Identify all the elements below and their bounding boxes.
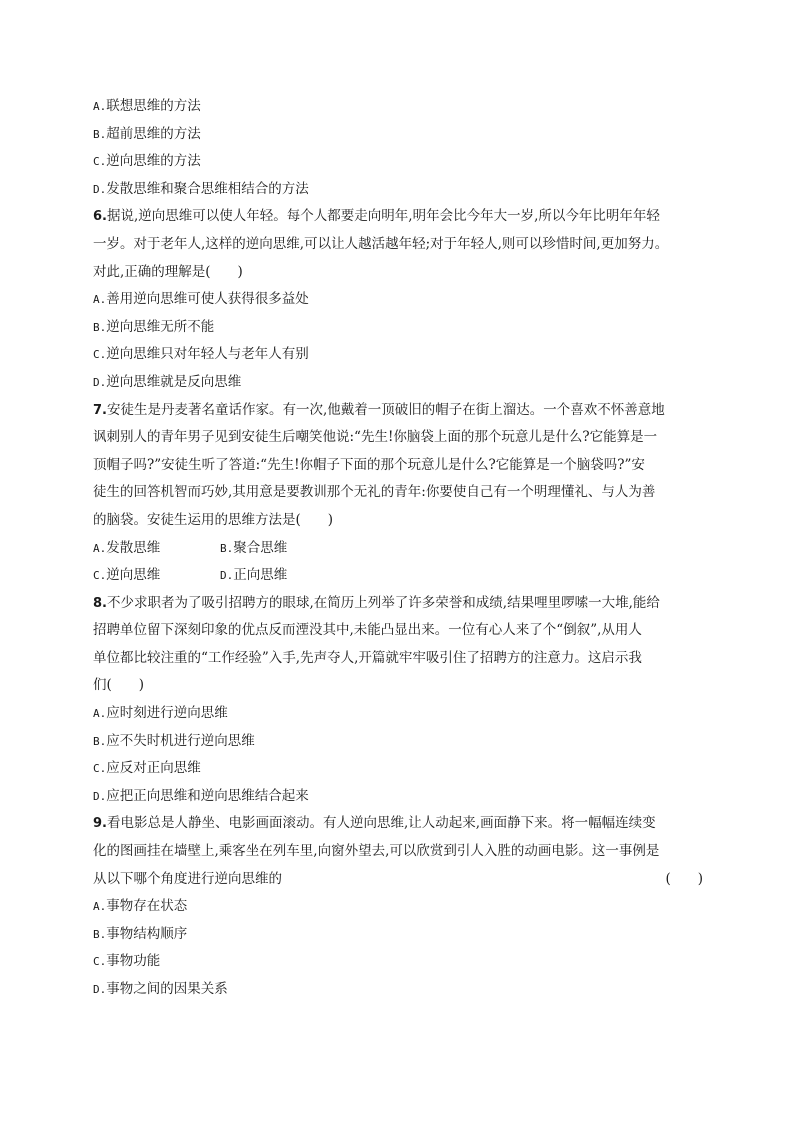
q7-stem-line-3: 顶帽子吗?”安徒生听了答道:“先生!你帽子下面的那个玩意儿是什么?它能算是一个脑袋吗?”安 [93,456,645,473]
q5-options [93,93,703,203]
q7-option-b: B.聚合思维 [220,539,288,556]
q9-answer-paren: ( ) [665,870,703,887]
q7-option-a: A.发散思维 [93,539,161,556]
q7-stem-line-2: 讽刺别人的青年男子见到安徒生后嘲笑他说:“先生!你脑袋上面的那个玩意儿是什么?它能算是一 [93,429,658,446]
q5-option-b: B.超前思维的方法 [93,125,201,142]
q5-option-c: C.逆向思维的方法 [93,153,201,170]
q7-options-row-1 [93,535,703,563]
q8-stem-line-1: 8.不少求职者为了吸引招聘方的眼球,在简历上列举了许多荣誉和成绩,结果哩里啰嗦一大堆,能给 [93,594,660,611]
q9-number: 9. [93,816,107,832]
q8-option-a: A.应时刻进行逆向思维 [93,705,228,722]
q9-option-b: B.事物结构顺序 [93,925,188,942]
q6-option-b: B.逆向思维无所不能 [93,318,215,335]
q6-option-d: D.逆向思维就是反向思维 [93,373,242,390]
q6-stem-line-1: 6.据说,逆向思维可以使人年轻。每个人都要走向明年,明年会比今年大一岁,所以今年比明年年轻 [93,208,660,225]
question-6 [93,203,703,396]
q5-option-d: D.发散思维和聚合思维相结合的方法 [93,180,309,197]
q9-option-c: C.事物功能 [93,953,161,970]
q6-stem-line-3: 对此,正确的理解是( ) [93,263,243,280]
q7-option-d: D.正向思维 [220,567,288,584]
q9-stem-line-3: 从以下哪个角度进行逆向思维的 ( ) [93,866,703,894]
q9-stem-line-1: 9.看电影总是人静坐、电影画面滚动。有人逆向思维,让人动起来,画面静下来。将一幅幅连续变 [93,815,656,832]
q8-number: 8. [93,595,107,611]
q6-option-a: A.善用逆向思维可使人获得很多益处 [93,291,309,308]
q9-option-d: D.事物之间的因果关系 [93,981,228,997]
q7-stem-line-4: 徒生的回答机智而巧妙,其用意是要教训那个无礼的青年:你要使自己有一个明理懂礼、与人为善 [93,484,656,501]
q8-stem-line-3: 单位都比较注重的“工作经验”入手,先声夺人,开篇就牢牢吸引住了招聘方的注意力。这启示我 [93,649,642,666]
q7-option-c: C.逆向思维 [93,567,161,584]
q8-stem-line-2: 招聘单位留下深刻印象的优点反而湮没其中,未能凸显出来。一位有心人来了个“倒叙”,从用人 [93,622,642,639]
q9-option-a: A.事物存在状态 [93,898,188,915]
q7-stem-line-5: 的脑袋。安徒生运用的思维方法是( ) [93,511,334,528]
q8-option-b: B.应不失时机进行逆向思维 [93,732,255,749]
q7-stem-line-1: 7.安徒生是丹麦著名童话作家。有一次,他戴着一顶破旧的帽子在街上溜达。一个喜欢不怀善意地 [93,401,665,418]
q7-number: 7. [93,402,107,418]
q5-option-a: A.联想思维的方法 [93,98,201,114]
question-9 [93,810,703,1003]
q8-stem-line-4: 们( ) [93,677,145,694]
q7-options-row-2 [93,562,703,590]
q6-number: 6. [93,209,107,225]
document-page [93,93,703,1004]
q8-option-c: C.应反对正向思维 [93,760,201,777]
q8-option-d: D.应把正向思维和逆向思维结合起来 [93,787,309,804]
q9-stem-line-2: 化的图画挂在墙壁上,乘客坐在列车里,向窗外望去,可以欣赏到引人入胜的动画电影。这一事例是 [93,843,660,860]
question-7 [93,397,703,590]
question-8 [93,590,703,811]
q6-stem-line-2: 一岁。对于老年人,这样的逆向思维,可以让人越活越年轻;对于年轻人,则可以珍惜时间,更加努力。 [93,235,669,252]
q6-option-c: C.逆向思维只对年轻人与老年人有别 [93,346,309,363]
